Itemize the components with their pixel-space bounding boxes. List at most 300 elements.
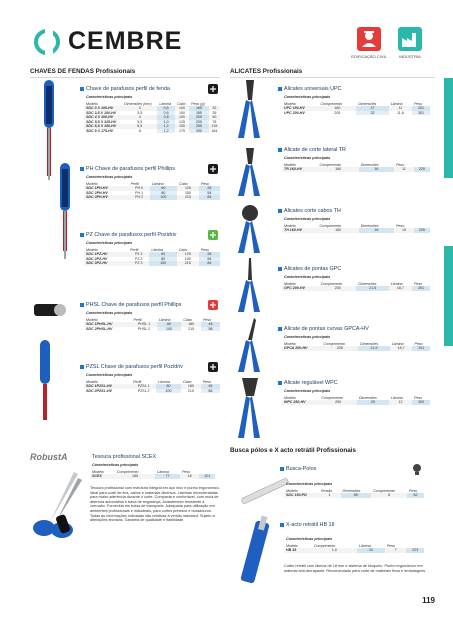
col-header: Modelo	[284, 341, 296, 346]
table-cell: 180	[319, 106, 357, 111]
col-header: Modelo	[86, 181, 98, 186]
table-cell: SDC 3PZ-HV	[84, 261, 128, 266]
col-header: Tensão	[320, 488, 333, 493]
table-cell: SDC 1PH-HV	[84, 186, 129, 191]
col-header: Lâmina	[391, 341, 404, 346]
side-tab-teal-2	[444, 246, 453, 346]
table-cell: 11,6	[396, 110, 404, 115]
col-header: Peso	[413, 101, 423, 106]
table-cell: 215	[187, 388, 194, 393]
col-header: Peso	[182, 469, 191, 474]
col-header: Cabo	[178, 247, 188, 252]
section-caption: Características principais	[284, 275, 331, 279]
table-cell: 84	[199, 195, 220, 200]
table-cell: 6,5	[122, 124, 157, 129]
bottom-right-section-title: Busca pólos e X acto retrátil Profissionais	[230, 447, 356, 454]
cutter-spec-table	[284, 543, 424, 553]
table-cell: SDC 2PZSL-HV	[86, 388, 112, 393]
table-cell: 8	[138, 128, 141, 133]
col-header: Peso	[414, 395, 423, 400]
col-header: Peso	[408, 488, 418, 493]
table-cell: 27	[356, 106, 388, 111]
badge-label-industry: INDÚSTRIA	[399, 54, 421, 59]
col-header: Perfil	[130, 247, 139, 252]
table-cell: 12	[389, 400, 412, 405]
table-cell: 0,5	[157, 106, 175, 111]
section-caption: Características principais	[284, 335, 331, 339]
table-row	[84, 195, 220, 200]
table-cell: 100	[156, 389, 181, 394]
cembre-logo-icon	[34, 29, 60, 55]
table-cell: 251	[412, 346, 430, 351]
table-row	[84, 261, 220, 266]
col-header: Dimensões (mm)	[124, 101, 152, 106]
scissors-description: Tesoura profissional com estrutura integral em aço inox e punho ergonómico, ideal para corte de fios, cabos e materiais diversos. Lâminas microdentadas para maior aderência durante o corte. Compacta e confortável, com mola de abertura automática e trava de segurança. Acabamento resistente à corrosão. Fornecida em bolsa de transporte. Adequada para utilização em ambientes profissionais e industriais, para cortes precisos e duradouros. Todas as informações indicadas são relativas à versão standard. Sujeito a alterações técnicas. Garantia de qualidade e fiabilidade.	[90, 486, 220, 523]
table-cell: 32	[356, 111, 388, 116]
table-cell: SDC 1PZ-HV	[84, 252, 128, 257]
product-name: Alicate de pontas curvas GPCA-HV	[284, 326, 369, 332]
worker-icon	[357, 27, 381, 51]
table-cell: 215	[188, 326, 195, 331]
col-header: Peso (g)	[191, 101, 205, 106]
col-header: Lâmina	[391, 395, 403, 400]
divider	[230, 77, 435, 78]
brand-name: CEMBRE	[68, 27, 183, 55]
col-header: Dimensões	[358, 281, 377, 286]
table-cell: 35	[212, 110, 217, 115]
pzsl-tip-icon	[208, 362, 218, 372]
col-header: Peso	[200, 181, 210, 186]
table-cell: 205	[321, 346, 358, 351]
table-row	[282, 167, 430, 172]
col-header: Modelo	[86, 317, 98, 322]
needle-nose-pliers-image	[234, 258, 268, 314]
table-cell: 100	[150, 195, 177, 200]
table-cell: TR 160-HV	[282, 167, 317, 172]
col-header: Dimensões	[360, 162, 379, 167]
spec-table	[282, 395, 430, 405]
table-cell: 205	[414, 228, 430, 233]
phillips-tip-icon	[208, 164, 218, 174]
table-cell: 25	[357, 400, 389, 405]
scissors-spec-table	[90, 469, 215, 479]
table-cell: 77	[155, 474, 180, 479]
spec-table	[84, 317, 220, 331]
col-header: Lâmina	[159, 101, 172, 106]
table-cell: 58	[201, 389, 220, 394]
table-cell: SDC 4 X 100-HV	[84, 115, 122, 120]
table-cell: 5,5	[137, 119, 143, 124]
tester-caption: Características principais	[286, 482, 333, 486]
scissors-image	[30, 470, 85, 545]
page-number: 119	[422, 596, 435, 605]
section-caption: Características principais	[284, 95, 331, 99]
table-cell: 180	[181, 384, 201, 389]
table-cell: 21,5	[356, 286, 388, 291]
side-tab-teal	[444, 78, 453, 178]
product-name: Chave de parafusos perfil de fenda	[86, 86, 170, 92]
col-header: Modelo	[286, 488, 298, 493]
table-cell: 11	[389, 106, 412, 111]
table-cell: 165	[189, 111, 209, 116]
bullet-icon	[278, 148, 282, 152]
table-cell: SCEX	[90, 474, 115, 479]
table-cell: 80	[157, 322, 182, 327]
table-cell: PZ 2	[134, 256, 143, 261]
table-cell: 1,0	[312, 548, 357, 553]
col-header: Perfil	[130, 181, 139, 186]
table-cell: 125	[177, 186, 199, 191]
col-header: Peso	[414, 281, 423, 286]
table-cell: PZ 1	[128, 252, 149, 257]
table-row	[282, 111, 430, 116]
phsl-tip-icon	[208, 300, 218, 310]
table-cell: 290	[189, 129, 209, 134]
table-cell: 160	[317, 228, 358, 233]
table-cell: SDC 1PHSL-HV	[84, 322, 131, 327]
table-cell: GPCA 200-HV	[282, 346, 321, 351]
table-cell: HB 18	[284, 548, 312, 553]
spec-table	[84, 101, 220, 133]
retractable-cutter-image	[236, 515, 276, 595]
product-name: PH Chave de parafusos perfil Phillips	[86, 166, 175, 172]
badge-label-civil: EDIFICAÇÃO CIVIL	[351, 54, 387, 59]
col-header: Modelo	[86, 379, 98, 384]
table-cell: 45	[201, 384, 220, 389]
table-cell: 58	[201, 327, 220, 332]
factory-icon	[398, 27, 422, 51]
col-header: Perfil	[133, 317, 142, 322]
table-cell: 21,5	[358, 346, 390, 351]
table-cell: SDC 2PHSL-HV	[86, 326, 113, 331]
side-cutter-image	[234, 148, 268, 198]
table-row	[84, 327, 220, 332]
scissors-name: Tesoura profissional SCEX	[92, 454, 157, 460]
bullet-icon	[280, 523, 284, 527]
table-cell: PZSL 1	[131, 384, 156, 389]
col-header: Peso	[396, 162, 405, 167]
section-caption: Características principais	[284, 389, 331, 393]
table-cell: PH 1	[135, 190, 144, 195]
bullet-icon	[80, 233, 84, 237]
table-cell: 220	[414, 167, 430, 172]
product-name: Alicates de pontas GPC	[284, 266, 342, 272]
table-cell: 15	[394, 228, 414, 233]
table-cell: 65	[341, 493, 372, 498]
col-header: Cabo	[177, 101, 186, 106]
table-cell: 28	[199, 252, 220, 257]
tester-name: Busca-Polos	[286, 466, 317, 472]
table-cell: 1,2	[157, 124, 175, 129]
col-header: Peso	[202, 317, 212, 322]
table-cell: 175	[179, 128, 186, 133]
col-header: Modelo	[284, 223, 296, 228]
right-section-title: ALICATES Profissionais	[230, 68, 303, 75]
table-cell: 100	[179, 110, 186, 115]
table-cell: SDC 3PH-HV	[84, 195, 129, 200]
col-header: Peso	[396, 223, 405, 228]
table-cell: 121	[199, 474, 215, 479]
table-cell: SDC 5,5 X 125-HV	[86, 119, 117, 124]
table-cell: 205	[334, 110, 341, 115]
table-cell: 52	[407, 493, 424, 498]
universal-pliers-image	[234, 80, 268, 140]
col-header: Dimensões	[358, 101, 377, 106]
col-header: Comprimento	[320, 101, 343, 106]
cutter-caption: Características principais	[286, 537, 333, 541]
col-header: Peso	[200, 247, 209, 252]
product-name: PZ Chave de parafusos perfil Pozidriv	[86, 232, 177, 238]
col-header: Lâmina	[151, 247, 164, 252]
col-header: Comprimento	[313, 543, 336, 548]
table-cell: SDC 3 X 100-HV	[84, 106, 122, 111]
table-cell: 150	[175, 124, 189, 129]
table-cell: SDC 2PZ-HV	[86, 256, 108, 261]
table-row	[282, 228, 430, 233]
product-name: Alicates corte cabos TH	[284, 208, 341, 214]
bullet-icon	[278, 87, 282, 91]
table-cell: 205	[319, 286, 357, 291]
section-caption: Características principais	[86, 95, 133, 99]
table-cell: WPC 250-HV	[282, 400, 319, 405]
col-header: Dimensões	[358, 395, 377, 400]
col-header: Lâmina	[151, 181, 164, 186]
table-cell: 18,7	[389, 286, 412, 291]
table-cell: 150	[184, 256, 191, 261]
table-cell: 28	[199, 186, 220, 191]
table-cell: 60	[149, 252, 176, 257]
col-header: Dimensões	[342, 488, 361, 493]
bullet-icon	[278, 327, 282, 331]
table-cell: 16	[359, 228, 394, 233]
table-cell: 255	[189, 124, 209, 129]
table-cell: 0,6	[157, 111, 175, 116]
col-header: Comprimento	[319, 162, 342, 167]
table-cell: 301	[412, 111, 430, 116]
table-cell: 205	[189, 115, 209, 120]
insulated-screwdriver-image	[34, 340, 58, 424]
col-header: Dimensões	[360, 341, 379, 346]
cable-cutter-image	[234, 205, 268, 255]
table-cell: SDC 2PH-HV	[86, 190, 108, 195]
table-cell: 3,5	[137, 110, 143, 115]
table-cell: SDC 6,5 X 150-HV	[84, 124, 122, 129]
table-row	[84, 389, 220, 394]
tester-spec-table	[284, 488, 424, 498]
table-cell: 185	[115, 474, 155, 479]
bullet-icon	[278, 267, 282, 271]
spec-table	[282, 281, 430, 291]
table-cell: 250	[319, 400, 356, 405]
col-header: Cabo	[179, 181, 188, 186]
adjustable-pliers-image	[234, 378, 268, 440]
table-cell: 54	[199, 191, 220, 196]
col-header: Perfil	[133, 379, 142, 384]
spec-table	[282, 223, 430, 233]
product-name: Alicate de corte lateral TR	[284, 147, 346, 153]
product-name: Alicate regulável WPC	[284, 380, 338, 386]
col-header: Comprimento	[116, 469, 139, 474]
cutter-name: X-acto retrátil HB 18	[286, 522, 335, 528]
table-cell: SDC 150-PD	[284, 493, 319, 498]
table-cell: 45	[201, 322, 220, 327]
table-cell: 150	[184, 190, 191, 195]
col-header: Lâmina	[390, 281, 403, 286]
product-name: PHSL Chave de parafusos perfil Phillips	[86, 302, 182, 308]
table-cell: PHSL 2	[137, 326, 151, 331]
col-header: Cabo	[182, 379, 192, 384]
col-header: Lâmina	[390, 101, 403, 106]
table-cell: PH 2	[129, 195, 150, 200]
table-cell: 50	[209, 115, 220, 120]
section-caption: Características principais	[284, 156, 331, 160]
table-cell: 164	[211, 128, 218, 133]
col-header: Comprimento	[323, 341, 345, 346]
table-cell: 80	[150, 191, 177, 196]
table-cell: 100	[175, 106, 189, 111]
spec-table	[282, 101, 430, 115]
bullet-icon	[280, 467, 284, 471]
table-cell: 7	[385, 548, 407, 553]
col-header: Peso	[414, 341, 423, 346]
col-header: Lâmina	[158, 379, 170, 384]
table-cell: SDC 1PZSL-HV	[84, 384, 131, 389]
table-cell: 78	[212, 119, 217, 124]
cutter-description: Cutter retrátil com lâmina de 18 mm e sistema de bloqueio. Punho ergonómico em material anti-derrapante. Recomendado para corte de materiais finos e embalagens.	[284, 564, 427, 573]
left-section-title: CHAVES DE FENDAS Profissionais	[30, 68, 136, 75]
table-cell: 100	[175, 115, 189, 120]
screwdriver-tip-image	[30, 290, 70, 330]
col-header: Modelo	[284, 281, 296, 286]
bent-nose-pliers-image	[234, 318, 268, 374]
table-cell: 80	[156, 384, 181, 389]
table-cell: 1	[319, 493, 341, 498]
col-header: Modelo	[284, 101, 296, 106]
table-cell: SDC 8 X 175-HV	[86, 128, 114, 133]
spec-table	[84, 181, 220, 200]
section-caption: Características principais	[86, 373, 133, 377]
col-header: Modelo	[92, 469, 104, 474]
table-cell: 1,0	[157, 120, 175, 125]
table-cell: SDC 3,5 X 100-HV	[86, 110, 117, 115]
table-cell: UPC 180-HV	[282, 106, 319, 111]
table-cell: 18,7	[390, 346, 413, 351]
table-cell: 60	[150, 186, 177, 191]
table-cell: 215	[177, 195, 199, 200]
table-cell: 54	[199, 257, 220, 262]
col-header: Dimensões	[360, 223, 379, 228]
table-cell: 223	[406, 548, 424, 553]
col-header: Comprimento	[373, 488, 395, 493]
scissors-caption: Características principais	[92, 463, 139, 467]
side-tab-gap	[444, 180, 453, 220]
section-caption: Características principais	[86, 241, 133, 245]
table-cell: 215	[177, 261, 199, 266]
table-cell: UPC 200-HV	[284, 110, 305, 115]
table-row	[84, 129, 220, 134]
divider	[30, 77, 220, 78]
table-row	[282, 346, 430, 351]
table-cell: 80	[149, 257, 176, 262]
slot-tip-icon	[208, 84, 218, 94]
table-cell: 0,8	[157, 115, 175, 120]
spec-table	[282, 341, 430, 351]
table-cell: TH 160-HV	[282, 228, 317, 233]
bullet-icon	[80, 87, 84, 91]
table-row	[282, 400, 430, 405]
table-cell: PHSL 1	[131, 322, 156, 327]
table-cell: 8	[371, 493, 407, 498]
section-caption: Características principais	[284, 217, 331, 221]
table-cell: 165	[189, 106, 209, 111]
table-cell: 100	[157, 327, 182, 332]
section-caption: Características principais	[86, 175, 133, 179]
col-header: Modelo	[286, 543, 298, 548]
table-cell: 180	[181, 322, 201, 327]
table-cell: 18	[180, 474, 199, 479]
col-header: Modelo	[284, 395, 296, 400]
table-cell: 11	[394, 167, 414, 172]
col-header: Modelo	[86, 247, 98, 252]
col-header: Comprimento	[319, 223, 342, 228]
bullet-icon	[80, 365, 84, 369]
table-cell: 125	[177, 252, 199, 257]
table-cell: 3	[122, 106, 157, 111]
col-header: Peso	[202, 379, 211, 384]
col-header: Modelo	[86, 101, 98, 106]
pozidriv-tip-icon	[208, 230, 218, 240]
col-header: Lâmina	[157, 469, 169, 474]
bullet-icon	[278, 209, 282, 213]
table-cell: PZSL 2	[137, 388, 150, 393]
bullet-icon	[278, 381, 282, 385]
col-header: Cabo	[183, 317, 192, 322]
spec-table	[84, 247, 220, 266]
table-cell: PH 0	[129, 186, 150, 191]
table-cell: 100	[149, 261, 176, 266]
phillips-screwdriver-image	[50, 163, 80, 263]
table-cell: PZ 3	[128, 261, 149, 266]
table-cell: 230	[189, 120, 209, 125]
col-header: Comprimento	[321, 395, 343, 400]
col-header: Comprimento	[320, 281, 343, 286]
table-cell: 24	[357, 548, 385, 553]
table-cell: 261	[412, 106, 430, 111]
table-cell: 16	[359, 167, 394, 172]
col-header: Lâmina	[158, 317, 171, 322]
table-cell: 84	[199, 261, 220, 266]
table-cell: 32	[209, 106, 220, 111]
col-header: Modelo	[284, 162, 296, 167]
bullet-icon	[80, 303, 84, 307]
table-cell: 4	[122, 115, 157, 120]
table-cell: 160	[317, 167, 358, 172]
table-cell: GPC 200-HV	[282, 286, 319, 291]
product-name: PZSL Chave de parafusos perfil Pozidriv	[86, 364, 183, 370]
robusta-brand-mark: RobustA	[30, 452, 68, 462]
product-name: Alicates universais UPC	[284, 86, 342, 92]
section-caption: Características principais	[86, 311, 133, 315]
table-cell: 1,2	[157, 129, 175, 134]
bullet-icon	[80, 167, 84, 171]
col-header: Lâmina	[358, 543, 371, 548]
table-row	[282, 286, 430, 291]
spec-table	[84, 379, 220, 393]
col-header: Peso	[386, 543, 396, 548]
table-cell: 115	[209, 124, 220, 129]
spec-table	[282, 162, 430, 172]
table-cell: 300	[412, 400, 430, 405]
